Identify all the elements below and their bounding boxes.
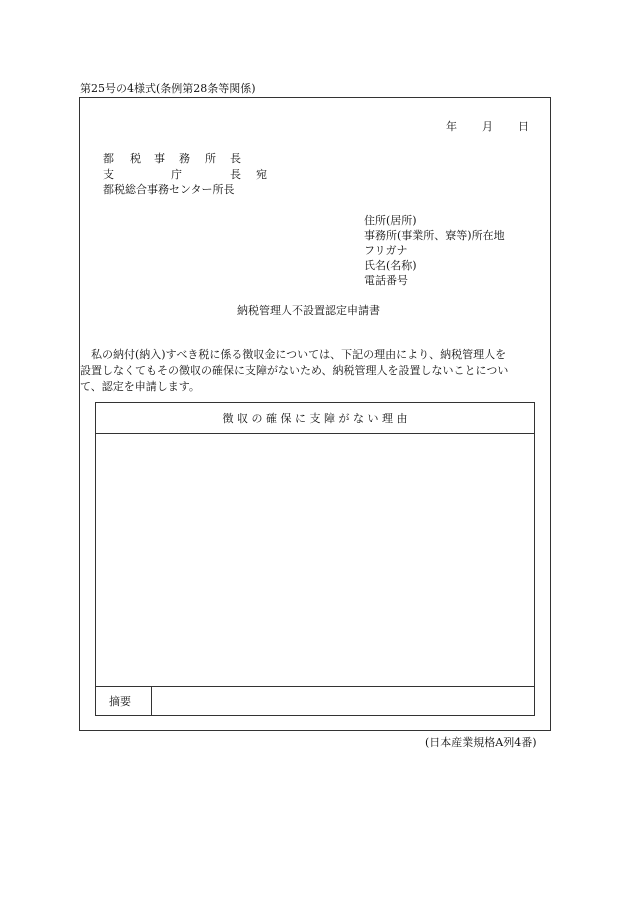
remarks-label: 摘要 [109, 695, 131, 708]
body-line-3: て、認定を申請します。 [80, 380, 200, 393]
addressee-char: 事 [154, 152, 165, 165]
body-line-2: 設置しなくてもその徴収の確保に支障がないため、納税管理人を設置しないことについ [80, 364, 509, 377]
reason-header: 徴 収 の 確 保 に 支 障 が な い 理 由 [222, 412, 408, 425]
date-month-label: 月 [482, 120, 493, 133]
applicant-name-label: 氏名(名称) [364, 259, 417, 272]
addressee-char: 都 [103, 152, 114, 165]
applicant-address-label: 住所(居所) [364, 214, 417, 227]
addressee-char: 支 [103, 168, 114, 181]
reason-content-area[interactable] [96, 434, 534, 686]
addressee-char: 税 [130, 152, 141, 165]
document-title: 納税管理人不設置認定申請書 [237, 304, 380, 317]
form-number: 第25号の4様式(条例第28条等関係) [80, 82, 256, 95]
date-year-label: 年 [446, 120, 457, 133]
reason-table [95, 402, 535, 716]
addressee-line-3: 都税総合事務センター所長 [103, 183, 235, 196]
addressee-char: 宛 [256, 168, 267, 181]
addressee-char: 所 [205, 152, 216, 165]
addressee-char: 長 [230, 168, 241, 181]
applicant-furigana-label: フリガナ [364, 244, 408, 257]
body-line-1: 私の納付(納入)すべき税に係る徴収金については、下記の理由により、納税管理人を [80, 348, 507, 361]
applicant-phone-label: 電話番号 [364, 274, 408, 287]
addressee-char: 長 [230, 152, 241, 165]
applicant-office-label: 事務所(事業所、寮等)所在地 [364, 229, 505, 242]
date-day-label: 日 [518, 120, 529, 133]
addressee-char: 庁 [171, 168, 182, 181]
remarks-field[interactable] [152, 687, 534, 715]
addressee-char: 務 [179, 152, 190, 165]
paper-size-note: (日本産業規格A列4番) [425, 736, 537, 749]
